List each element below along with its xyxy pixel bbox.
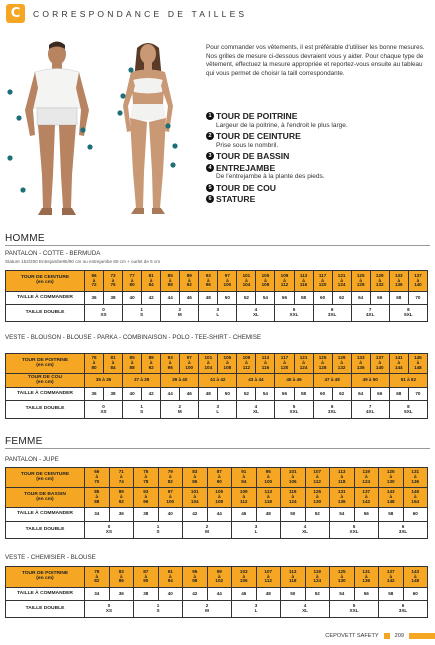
brand-name: CEPOVETT SAFETY bbox=[325, 633, 379, 639]
double-size-row bbox=[6, 601, 428, 618]
size-cell: 60 bbox=[313, 292, 332, 305]
step-heading bbox=[206, 194, 432, 205]
step-description: De l'entrejambe à la plante des pieds. bbox=[216, 173, 325, 180]
size-cell: 89 à 92 bbox=[109, 488, 134, 508]
intro-text: Pour commander vos vêtements, il est préférable d'utiliser les bonne mesures. Nos grilles de mesure ci-dessous devraient vous y aider. Pour chaque type de vêtement, effectuez la mesure appropriée et reportez-vous ensuite au tableau qui vous permet de choisir la taill correspondante. bbox=[206, 44, 425, 77]
size-cell: 52 bbox=[237, 388, 256, 401]
size-cell: 38 bbox=[134, 508, 159, 522]
size-cell: 131 à 136 bbox=[403, 468, 428, 488]
size-cell: 39 à 40 bbox=[161, 374, 199, 388]
size-cell: 58 bbox=[294, 292, 313, 305]
size-cell: 41 à 42 bbox=[199, 374, 237, 388]
size-cell: 58 bbox=[379, 588, 404, 601]
step-title: STATURE bbox=[216, 194, 256, 204]
size-cell: 125 à 130 bbox=[305, 488, 330, 508]
row-label: TAILLE DOUBLE bbox=[6, 401, 85, 419]
size-cell: 6 3XL bbox=[313, 401, 351, 419]
size-cell: 117 à 120 bbox=[313, 271, 332, 292]
size-cell: 5 XXL bbox=[330, 522, 379, 539]
size-cell: 50 bbox=[218, 388, 237, 401]
size-cell: 81 à 84 bbox=[104, 354, 123, 374]
size-cell: 48 bbox=[199, 292, 218, 305]
size-cell: 60 bbox=[403, 508, 428, 522]
size-cell: 125 à 128 bbox=[313, 354, 332, 374]
size-cell: 0 XS bbox=[85, 305, 123, 322]
size-cell: 64 bbox=[351, 388, 370, 401]
size-cell: 125 à 130 bbox=[330, 567, 355, 588]
size-cell: 105 à 108 bbox=[256, 271, 275, 292]
row-label: TOUR DE BASSIN (en cm) bbox=[6, 488, 85, 508]
double-size-row bbox=[6, 522, 428, 539]
size-cell: 68 bbox=[389, 292, 408, 305]
size-cell: 66 bbox=[370, 292, 389, 305]
size-cell: 1 S bbox=[123, 305, 161, 322]
size-cell: 34 bbox=[85, 508, 110, 522]
size-cell: 4 XL bbox=[281, 522, 330, 539]
size-cell: 60 bbox=[313, 388, 332, 401]
size-cell: 0 XS bbox=[85, 401, 123, 419]
measurement-step bbox=[206, 194, 432, 205]
size-cell: 119 à 124 bbox=[281, 488, 306, 508]
size-cell: 56 bbox=[275, 388, 294, 401]
row-label: TOUR DE CEINTURE (en cm) bbox=[6, 468, 85, 488]
size-cell: 131 à 136 bbox=[330, 488, 355, 508]
size-table-homme-veste bbox=[5, 353, 428, 419]
size-cell: 0 XS bbox=[85, 601, 134, 618]
neck-row bbox=[6, 374, 428, 388]
size-cell: 85 à 88 bbox=[161, 271, 180, 292]
size-cell: 36 bbox=[85, 388, 104, 401]
size-cell: 46 bbox=[180, 388, 199, 401]
step-title: TOUR DE CEINTURE bbox=[216, 131, 301, 141]
subsection-veste-blouson: VESTE - BLOUSON - BLOUSE - PARKA - COMBINAISON - POLO - TEE-SHIRT - CHEMISE bbox=[5, 334, 262, 341]
size-cell: 44 bbox=[161, 292, 180, 305]
step-number-badge: 5 bbox=[206, 184, 214, 192]
size-cell: 7 4XL bbox=[351, 401, 389, 419]
size-cell: 50 bbox=[218, 292, 237, 305]
size-cell: 36 bbox=[85, 292, 104, 305]
size-cell: 97 à 100 bbox=[180, 354, 199, 374]
cepovett-logo: C bbox=[6, 4, 25, 23]
size-cell: 43 à 44 bbox=[237, 374, 275, 388]
size-cell: 125 à 130 bbox=[379, 468, 404, 488]
subsection-pantalon-jupe: PANTALON - JUPE bbox=[5, 456, 59, 463]
size-cell: 7 4XL bbox=[351, 305, 389, 322]
size-cell: 117 à 120 bbox=[275, 354, 294, 374]
section-divider bbox=[5, 448, 430, 449]
step-heading bbox=[206, 111, 432, 122]
size-cell: 0 XS bbox=[85, 522, 134, 539]
size-cell: 137 à 140 bbox=[370, 354, 389, 374]
size-cell: 40 bbox=[158, 508, 183, 522]
size-cell: 76 à 80 bbox=[85, 354, 104, 374]
size-cell: 131 à 136 bbox=[354, 567, 379, 588]
size-cell: 137 à 140 bbox=[408, 271, 427, 292]
size-table-femme-veste bbox=[5, 566, 428, 618]
size-cell: 83 à 86 bbox=[109, 567, 134, 588]
size-cell: 6 3XL bbox=[313, 305, 351, 322]
size-table-femme-pantalon bbox=[5, 467, 428, 539]
step-heading bbox=[206, 131, 432, 142]
row-label: TAILLE À COMMANDER bbox=[6, 292, 85, 305]
row-label: TOUR DE POITRINE (en cm) bbox=[6, 567, 85, 588]
size-cell: 2 M bbox=[161, 401, 199, 419]
size-cell: 3 L bbox=[232, 522, 281, 539]
row-label: TOUR DE CEINTURE (en cm) bbox=[6, 271, 85, 292]
size-cell: 2 M bbox=[183, 601, 232, 618]
step-heading bbox=[206, 183, 432, 194]
size-cell: 1 S bbox=[134, 601, 183, 618]
size-table-homme-pantalon bbox=[5, 270, 428, 322]
size-cell: 40 bbox=[123, 292, 142, 305]
size-cell: 58 bbox=[294, 388, 313, 401]
size-cell: 5 XXL bbox=[330, 601, 379, 618]
double-size-row bbox=[6, 305, 428, 322]
step-title: TOUR DE BASSIN bbox=[216, 151, 290, 161]
size-cell: 107 à 112 bbox=[256, 567, 281, 588]
size-cell: 66 bbox=[370, 388, 389, 401]
step-description: Largeur de la poitrine, à l'endroit le plus large. bbox=[216, 121, 348, 129]
size-cell: 77 à 80 bbox=[123, 271, 142, 292]
size-cell: 2 M bbox=[183, 522, 232, 539]
size-cell: 83 à 86 bbox=[183, 468, 208, 488]
waist-row bbox=[6, 271, 428, 292]
row-label: TAILLE À COMMANDER bbox=[6, 388, 85, 401]
step-number-badge: 1 bbox=[206, 112, 214, 120]
double-size-row bbox=[6, 401, 428, 419]
page-footer bbox=[325, 633, 435, 639]
size-cell: 34 bbox=[85, 588, 110, 601]
size-cell: 5 XXL bbox=[275, 305, 313, 322]
hip-row bbox=[6, 488, 428, 508]
size-cell: 70 bbox=[408, 388, 427, 401]
step-number-badge: 2 bbox=[206, 132, 214, 140]
order-size-row bbox=[6, 588, 428, 601]
size-cell: 119 à 124 bbox=[354, 468, 379, 488]
size-cell: 137 à 142 bbox=[354, 488, 379, 508]
size-cell: 95 à 100 bbox=[256, 468, 281, 488]
step-title: TOUR DE POITRINE bbox=[216, 111, 298, 121]
order-size-row bbox=[6, 388, 428, 401]
chest-row bbox=[6, 567, 428, 588]
size-cell: 2 M bbox=[161, 305, 199, 322]
page-header bbox=[6, 4, 247, 23]
size-cell: 46 bbox=[232, 508, 257, 522]
size-cell: 109 à 112 bbox=[237, 354, 256, 374]
size-cell: 125 à 128 bbox=[351, 271, 370, 292]
stature-note: Stature 152/200 Entrejambe85/90 cm ou entrejambe 80 cm + ourlet de 5 cm bbox=[5, 259, 161, 264]
size-cell: 60 bbox=[403, 588, 428, 601]
size-cell: 87 à 90 bbox=[134, 567, 159, 588]
size-cell: 93 à 96 bbox=[161, 354, 180, 374]
size-cell: 66 à 70 bbox=[85, 468, 110, 488]
size-cell: 42 bbox=[183, 588, 208, 601]
waist-row bbox=[6, 468, 428, 488]
size-cell: 56 bbox=[275, 292, 294, 305]
size-cell: 35 à 36 bbox=[85, 374, 123, 388]
order-size-row bbox=[6, 292, 428, 305]
size-cell: 105 à 108 bbox=[207, 488, 232, 508]
measurement-step bbox=[206, 183, 432, 194]
size-cell: 91 à 94 bbox=[158, 567, 183, 588]
size-cell: 89 à 92 bbox=[180, 271, 199, 292]
size-cell: 78 à 82 bbox=[85, 567, 110, 588]
order-size-row bbox=[6, 508, 428, 522]
male-figure bbox=[25, 42, 89, 216]
step-title: TOUR DE COU bbox=[216, 182, 277, 193]
size-cell: 36 bbox=[109, 588, 134, 601]
size-cell: 42 bbox=[183, 508, 208, 522]
size-cell: 103 à 106 bbox=[232, 567, 257, 588]
size-cell: 48 bbox=[199, 388, 218, 401]
size-cell: 40 bbox=[158, 588, 183, 601]
size-cell: 50 bbox=[281, 508, 306, 522]
size-cell: 6 3XL bbox=[379, 522, 428, 539]
measurement-step bbox=[206, 163, 432, 182]
subsection-pantalon-cotte: PANTALON - COTTE - BERMUDA bbox=[5, 250, 101, 257]
size-cell: 109 à 112 bbox=[275, 271, 294, 292]
section-title-homme: HOMME bbox=[5, 233, 45, 244]
measurement-step bbox=[206, 151, 432, 162]
size-cell: 113 à 116 bbox=[256, 354, 275, 374]
size-cell: 52 bbox=[305, 508, 330, 522]
size-cell: 101 à 104 bbox=[237, 271, 256, 292]
size-cell: 52 bbox=[305, 588, 330, 601]
step-number-badge: 4 bbox=[206, 164, 214, 172]
row-label: TAILLE DOUBLE bbox=[6, 522, 85, 539]
row-label: TOUR DE COU (en cm) bbox=[6, 374, 85, 388]
row-label: TAILLE DOUBLE bbox=[6, 601, 85, 618]
size-cell: 71 à 74 bbox=[109, 468, 134, 488]
size-cell: 149 à 154 bbox=[403, 488, 428, 508]
size-cell: 133 à 136 bbox=[389, 271, 408, 292]
size-cell: 46 bbox=[180, 292, 199, 305]
size-cell: 70 bbox=[408, 292, 427, 305]
size-cell: 54 bbox=[330, 508, 355, 522]
size-cell: 3 L bbox=[232, 601, 281, 618]
body-figures-illustration bbox=[5, 40, 200, 225]
page-title: CORRESPONDANCE DE TAILLES bbox=[33, 8, 248, 19]
size-cell: 1 S bbox=[134, 522, 183, 539]
size-cell: 54 bbox=[256, 292, 275, 305]
size-cell: 87 à 90 bbox=[207, 468, 232, 488]
size-cell: 73 à 76 bbox=[104, 271, 123, 292]
size-cell: 68 bbox=[389, 388, 408, 401]
size-cell: 46 bbox=[232, 588, 257, 601]
size-cell: 3 L bbox=[199, 305, 237, 322]
page-number: 209 bbox=[394, 633, 404, 639]
size-cell: 52 bbox=[237, 292, 256, 305]
footer-accent-square bbox=[384, 633, 390, 639]
size-cell: 37 à 38 bbox=[123, 374, 161, 388]
size-cell: 95 à 98 bbox=[183, 567, 208, 588]
size-cell: 56 bbox=[354, 508, 379, 522]
size-cell: 58 bbox=[379, 508, 404, 522]
size-cell: 44 bbox=[161, 388, 180, 401]
size-cell: 62 bbox=[332, 292, 351, 305]
size-cell: 51 à 52 bbox=[389, 374, 427, 388]
size-cell: 4 XL bbox=[237, 401, 275, 419]
size-cell: 62 bbox=[332, 388, 351, 401]
chest-row bbox=[6, 354, 428, 374]
footer-accent-bar bbox=[409, 633, 435, 639]
size-cell: 42 bbox=[142, 292, 161, 305]
size-cell: 91 à 94 bbox=[232, 468, 257, 488]
size-cell: 5 XXL bbox=[275, 401, 313, 419]
size-cell: 38 bbox=[134, 588, 159, 601]
row-label: TAILLE À COMMANDER bbox=[6, 588, 85, 601]
size-cell: 47 à 48 bbox=[313, 374, 351, 388]
size-cell: 38 bbox=[104, 388, 123, 401]
size-cell: 93 à 96 bbox=[134, 488, 159, 508]
size-cell: 113 à 116 bbox=[294, 271, 313, 292]
size-cell: 101 à 106 bbox=[281, 468, 306, 488]
step-number-badge: 6 bbox=[206, 195, 214, 203]
size-cell: 107 à 112 bbox=[305, 468, 330, 488]
size-cell: 133 à 136 bbox=[351, 354, 370, 374]
size-cell: 36 bbox=[109, 508, 134, 522]
size-cell: 66 à 72 bbox=[85, 271, 104, 292]
size-cell: 1 S bbox=[123, 401, 161, 419]
size-cell: 85 à 88 bbox=[123, 354, 142, 374]
size-cell: 97 à 100 bbox=[218, 271, 237, 292]
size-cell: 48 bbox=[256, 508, 281, 522]
measurement-steps bbox=[206, 111, 432, 206]
size-cell: 129 à 132 bbox=[370, 271, 389, 292]
size-cell: 81 à 84 bbox=[142, 271, 161, 292]
size-cell: 44 bbox=[207, 588, 232, 601]
size-cell: 121 à 124 bbox=[332, 271, 351, 292]
step-number-badge: 3 bbox=[206, 152, 214, 160]
measurement-step bbox=[206, 111, 432, 130]
size-cell: 49 à 50 bbox=[351, 374, 389, 388]
step-heading bbox=[206, 151, 432, 162]
section-title-femme: FEMME bbox=[5, 436, 43, 447]
size-cell: 101 à 104 bbox=[199, 354, 218, 374]
step-description: Prise sous le nombril. bbox=[216, 141, 279, 149]
size-cell: 109 à 112 bbox=[232, 488, 257, 508]
size-cell: 79 à 82 bbox=[158, 468, 183, 488]
size-cell: 54 bbox=[330, 588, 355, 601]
step-heading bbox=[206, 163, 432, 174]
size-cell: 42 bbox=[142, 388, 161, 401]
size-cell: 113 à 118 bbox=[330, 468, 355, 488]
size-cell: 8 5XL bbox=[389, 401, 427, 419]
size-cell: 113 à 118 bbox=[256, 488, 281, 508]
row-label: TAILLE DOUBLE bbox=[6, 305, 85, 322]
size-cell: 85 à 88 bbox=[85, 488, 110, 508]
size-cell: 56 bbox=[354, 588, 379, 601]
size-cell: 54 bbox=[256, 388, 275, 401]
measurement-step bbox=[206, 131, 432, 150]
size-cell: 40 bbox=[123, 388, 142, 401]
size-cell: 89 à 92 bbox=[142, 354, 161, 374]
size-cell: 75 à 78 bbox=[134, 468, 159, 488]
size-cell: 93 à 96 bbox=[199, 271, 218, 292]
size-cell: 121 à 124 bbox=[294, 354, 313, 374]
size-cell: 64 bbox=[351, 292, 370, 305]
size-cell: 137 à 142 bbox=[379, 567, 404, 588]
subsection-veste-chemisier: VESTE - CHEMISIER - BLOUSE bbox=[5, 554, 96, 561]
size-cell: 44 bbox=[207, 508, 232, 522]
size-cell: 6 3XL bbox=[379, 601, 428, 618]
size-cell: 4 XL bbox=[237, 305, 275, 322]
size-cell: 3 L bbox=[199, 401, 237, 419]
size-cell: 97 à 100 bbox=[158, 488, 183, 508]
section-divider bbox=[5, 245, 430, 246]
size-cell: 105 à 108 bbox=[218, 354, 237, 374]
size-cell: 4 XL bbox=[281, 601, 330, 618]
size-cell: 50 bbox=[281, 588, 306, 601]
size-cell: 143 à 148 bbox=[403, 567, 428, 588]
size-cell: 143 à 148 bbox=[379, 488, 404, 508]
size-cell: 141 à 144 bbox=[389, 354, 408, 374]
size-cell: 48 bbox=[256, 588, 281, 601]
size-cell: 38 bbox=[104, 292, 123, 305]
size-cell: 119 à 124 bbox=[305, 567, 330, 588]
step-title: ENTREJAMBE bbox=[216, 162, 276, 173]
size-cell: 129 à 132 bbox=[332, 354, 351, 374]
size-cell: 113 à 118 bbox=[281, 567, 306, 588]
row-label: TAILLE À COMMANDER bbox=[6, 508, 85, 522]
size-cell: 99 à 102 bbox=[207, 567, 232, 588]
size-cell: 145 à 148 bbox=[408, 354, 427, 374]
size-cell: 101 à 104 bbox=[183, 488, 208, 508]
size-cell: 45 à 46 bbox=[275, 374, 313, 388]
size-cell: 8 5XL bbox=[389, 305, 427, 322]
row-label: TOUR DE POITRINE (en cm) bbox=[6, 354, 85, 374]
